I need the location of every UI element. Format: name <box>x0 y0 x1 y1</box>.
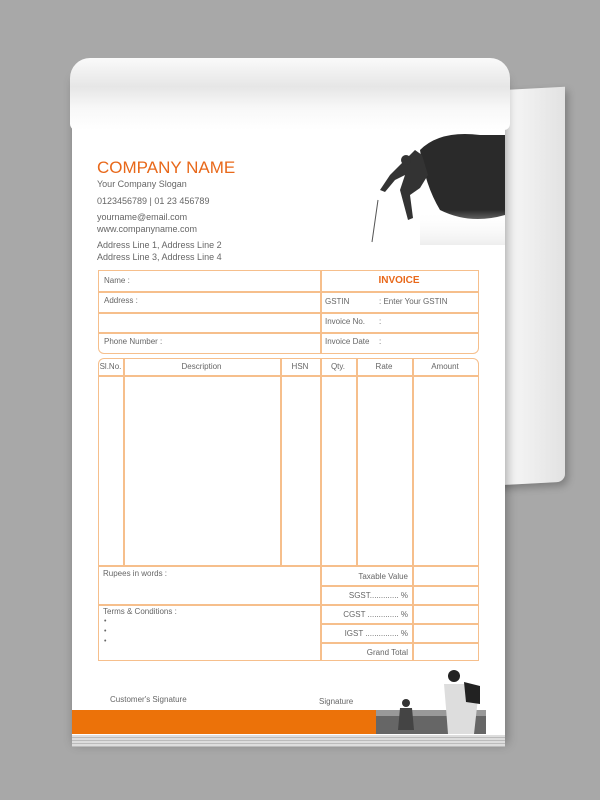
cgst-label: CGST .............. % <box>343 610 408 619</box>
company-name: COMPANY NAME <box>97 158 236 177</box>
signature-label: Signature <box>319 697 354 706</box>
company-website: www.companyname.com <box>97 224 198 234</box>
name-label: Name : <box>104 276 130 285</box>
sgst-label: SGST............. % <box>348 591 408 600</box>
terms-label: Terms & Conditions : <box>103 607 177 616</box>
pad-stack-edge <box>72 735 505 747</box>
grand-total-label: Grand Total <box>366 648 408 657</box>
company-address-1: Address Line 1, Address Line 2 <box>97 240 222 250</box>
gstin-value: : Enter Your GSTIN <box>379 297 448 306</box>
climber-image <box>360 130 505 245</box>
col-amount: Amount <box>431 362 459 371</box>
invoice-title: INVOICE <box>378 275 420 286</box>
company-email: yourname@email.com <box>97 212 188 222</box>
igst-label: IGST ............... % <box>344 629 408 638</box>
col-slno: Sl.No. <box>99 362 122 371</box>
invoice-no-value: : <box>379 317 382 326</box>
taxable-value-label: Taxable Value <box>358 572 408 581</box>
company-slogan: Your Company Slogan <box>97 179 187 189</box>
hikers-image <box>376 668 486 734</box>
invoice-date-value: : <box>379 337 382 346</box>
rolled-top-page <box>70 58 510 130</box>
invoice-no-label: Invoice No. <box>325 317 366 326</box>
col-description: Description <box>181 362 222 371</box>
col-rate: Rate <box>375 362 393 371</box>
customer-signature-label: Customer's Signature <box>110 695 187 704</box>
rupees-in-words-label: Rupees in words : <box>103 569 168 578</box>
footer-accent-bar <box>72 710 377 734</box>
terms-bullet: • <box>104 618 107 625</box>
company-address-2: Address Line 3, Address Line 4 <box>97 252 222 262</box>
invoice-date-label: Invoice Date <box>325 337 370 346</box>
company-phone: 0123456789 | 01 23 456789 <box>97 196 210 206</box>
terms-bullet: • <box>104 638 107 645</box>
col-qty: Qty. <box>330 362 346 371</box>
phone-label: Phone Number : <box>104 337 163 346</box>
gstin-label: GSTIN <box>325 297 350 306</box>
col-hsn: HSN <box>291 362 309 371</box>
terms-bullet: • <box>104 628 107 635</box>
address-label: Address : <box>104 296 138 305</box>
